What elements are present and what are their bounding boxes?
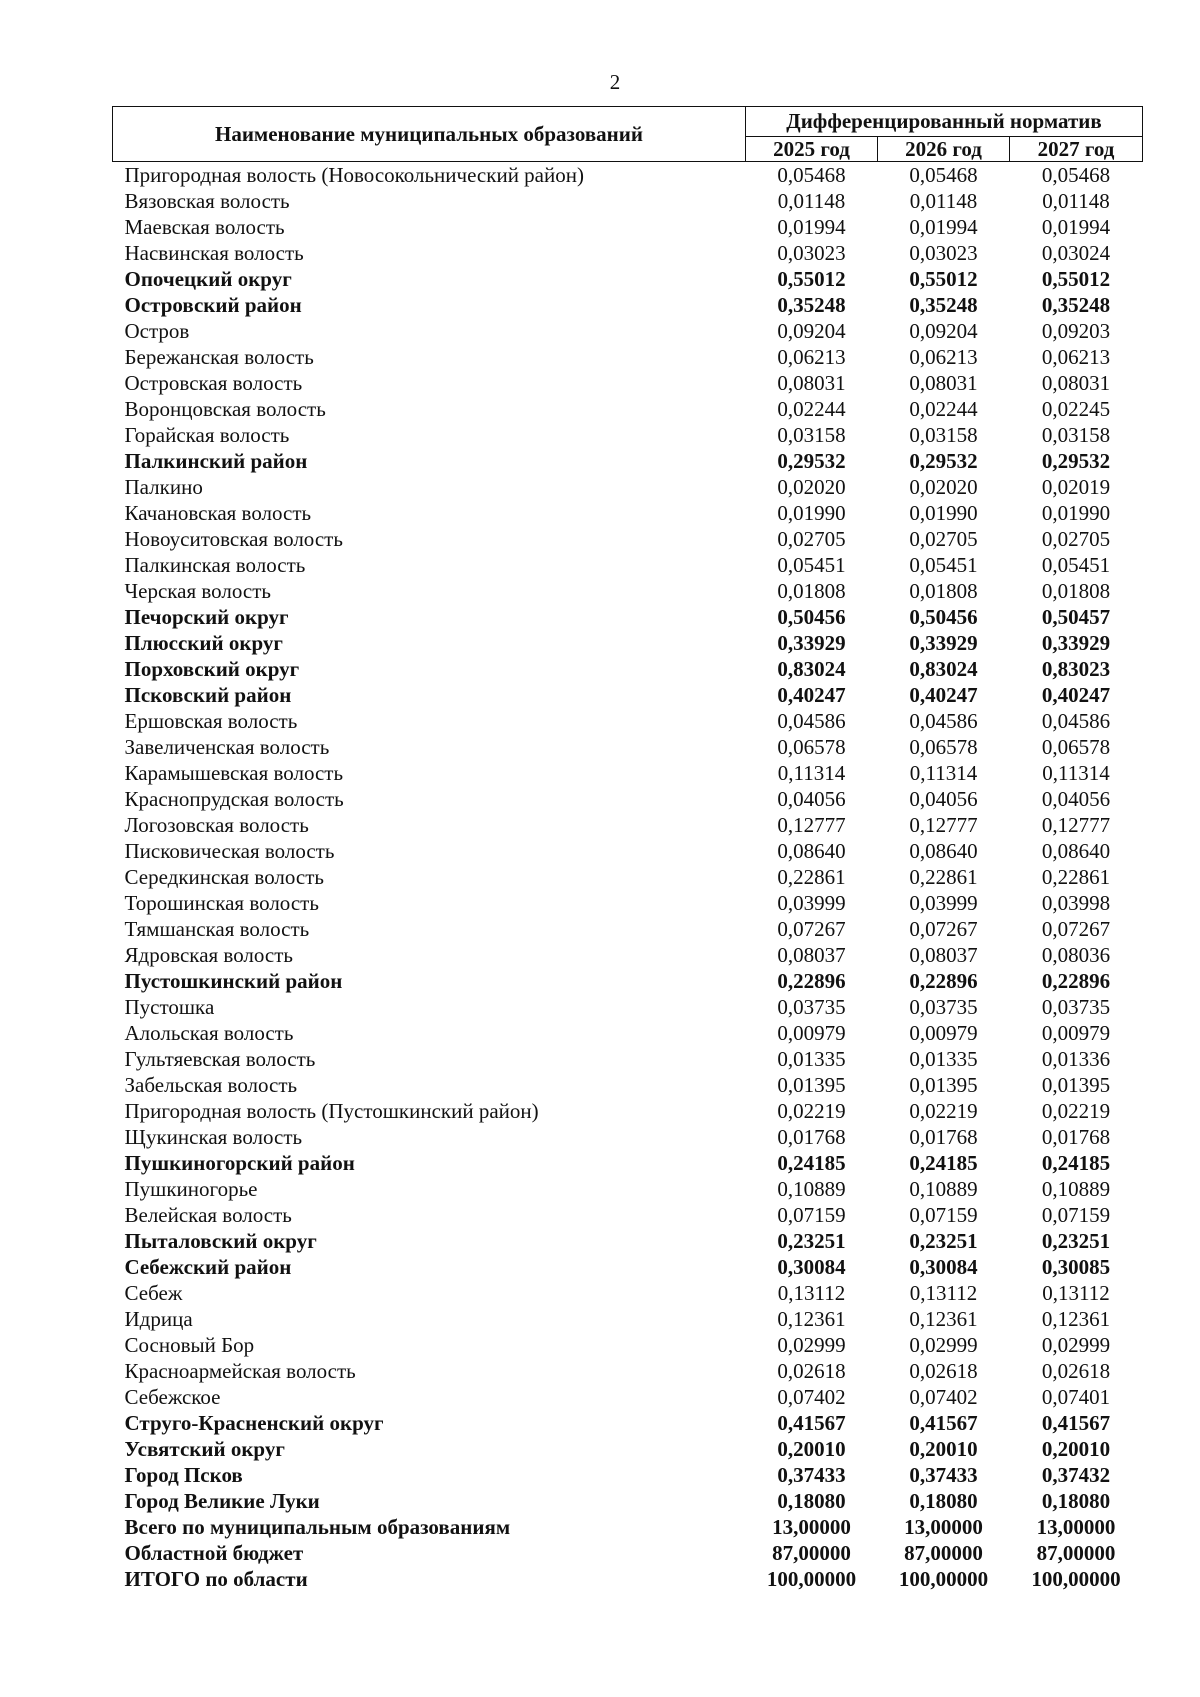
row-name: Плюсский округ	[124, 631, 283, 655]
value-2025: 0,23251	[777, 1229, 846, 1253]
value-2026: 0,02999	[909, 1333, 978, 1357]
value-2026: 0,02244	[909, 397, 978, 421]
value-2027: 0,11314	[1042, 761, 1110, 785]
value-2026: 0,13112	[909, 1281, 978, 1305]
table-row	[113, 370, 1143, 396]
header-year-2027: 2027 год	[1010, 136, 1143, 161]
row-name: Карамышевская волость	[124, 761, 344, 785]
row-name: Островская волость	[124, 371, 303, 395]
value-2026: 0,40247	[909, 683, 978, 707]
table-row	[113, 1228, 1143, 1254]
header-normative-group: Дифференцированный норматив	[746, 107, 1143, 137]
row-name: Качановская волость	[124, 501, 312, 525]
value-2027: 0,05468	[1041, 163, 1111, 187]
value-2026: 0,23251	[909, 1229, 978, 1253]
value-2025: 0,06213	[777, 345, 846, 369]
table-row	[113, 188, 1143, 214]
value-2027: 0,07159	[1041, 1203, 1111, 1227]
header-year-2026: 2026 год	[878, 136, 1010, 161]
table-row	[113, 1202, 1143, 1228]
value-2027: 0,02219	[1041, 1099, 1111, 1123]
row-name: Островский район	[124, 293, 302, 317]
table-row	[113, 292, 1143, 318]
value-2026: 0,01994	[909, 215, 978, 239]
row-name: Порховский округ	[124, 657, 300, 681]
value-2025: 0,01395	[777, 1073, 846, 1097]
value-2025: 0,03999	[777, 891, 846, 915]
value-2027: 0,04056	[1041, 787, 1111, 811]
table-row	[113, 344, 1143, 370]
table-row	[113, 1540, 1143, 1566]
table-row	[113, 604, 1143, 630]
row-name: Палкинский район	[124, 449, 308, 473]
value-2026: 13,00000	[904, 1515, 983, 1539]
table-row	[113, 162, 1143, 189]
row-name: Струго-Красненский округ	[124, 1411, 384, 1435]
value-2025: 13,00000	[772, 1515, 851, 1539]
value-2026: 0,29532	[909, 449, 978, 473]
value-2025: 0,05451	[777, 553, 846, 577]
value-2026: 0,08037	[909, 943, 978, 967]
value-2026: 0,04056	[909, 787, 978, 811]
table-body	[113, 162, 1143, 1593]
value-2025: 0,30084	[777, 1255, 846, 1279]
value-2026: 0,50456	[909, 605, 978, 629]
value-2025: 0,00979	[777, 1021, 846, 1045]
row-name: Вязовская волость	[124, 189, 290, 213]
value-2027: 0,20010	[1041, 1437, 1111, 1461]
table-row	[113, 1410, 1143, 1436]
table-row	[113, 318, 1143, 344]
row-name: Пушкиногорье	[124, 1177, 258, 1201]
row-name: Воронцовская волость	[124, 397, 326, 421]
table-header	[113, 107, 1143, 162]
table-row	[113, 1306, 1143, 1332]
value-2026: 0,22896	[909, 969, 978, 993]
row-name: Пыталовский округ	[124, 1229, 317, 1253]
value-2027: 0,24185	[1041, 1151, 1111, 1175]
value-2027: 0,02618	[1041, 1359, 1111, 1383]
value-2027: 0,55012	[1041, 267, 1111, 291]
value-2027: 0,07401	[1041, 1385, 1111, 1409]
value-2027: 0,01768	[1041, 1125, 1111, 1149]
value-2027: 0,29532	[1041, 449, 1111, 473]
value-2027: 0,03158	[1041, 423, 1111, 447]
value-2026: 0,41567	[909, 1411, 978, 1435]
table-row	[113, 1462, 1143, 1488]
value-2027: 0,13112	[1042, 1281, 1110, 1305]
row-name: Город Великие Луки	[124, 1489, 320, 1513]
value-2025: 0,08640	[777, 839, 846, 863]
value-2027: 0,22896	[1041, 969, 1111, 993]
value-2026: 0,35248	[909, 293, 978, 317]
value-2025: 0,01994	[777, 215, 846, 239]
value-2025: 0,08031	[777, 371, 846, 395]
value-2026: 0,02020	[909, 475, 978, 499]
value-2025: 100,00000	[766, 1567, 857, 1591]
value-2026: 0,01335	[909, 1047, 978, 1071]
value-2026: 0,09204	[909, 319, 978, 343]
value-2026: 0,33929	[909, 631, 978, 655]
value-2025: 0,20010	[777, 1437, 846, 1461]
value-2025: 0,01808	[777, 579, 846, 603]
row-name: Новоуситовская волость	[124, 527, 343, 551]
value-2025: 0,08037	[777, 943, 846, 967]
value-2026: 0,03999	[909, 891, 978, 915]
row-name: Велейская волость	[124, 1203, 292, 1227]
value-2026: 0,03158	[909, 423, 978, 447]
value-2026: 0,07159	[909, 1203, 978, 1227]
table-row	[113, 968, 1143, 994]
value-2026: 0,55012	[909, 267, 978, 291]
value-2026: 0,06578	[909, 735, 978, 759]
row-name: Идрица	[124, 1307, 193, 1331]
table-row	[113, 1332, 1143, 1358]
value-2027: 0,02019	[1041, 475, 1111, 499]
value-2026: 0,05468	[909, 163, 978, 187]
value-2027: 0,01994	[1041, 215, 1111, 239]
table-row	[113, 552, 1143, 578]
header-name-column: Наименование муниципальных образований	[113, 107, 746, 162]
value-2026: 0,07267	[909, 917, 978, 941]
value-2027: 0,37432	[1041, 1463, 1111, 1487]
table-row	[113, 474, 1143, 500]
row-name: Маевская волость	[124, 215, 285, 239]
value-2025: 0,02618	[777, 1359, 846, 1383]
row-name: Пригородная волость (Новосокольнический район)	[124, 163, 584, 187]
value-2026: 0,01148	[909, 189, 978, 213]
value-2025: 0,50456	[777, 605, 846, 629]
value-2025: 0,41567	[777, 1411, 846, 1435]
value-2027: 0,41567	[1041, 1411, 1111, 1435]
row-name: Палкино	[124, 475, 203, 499]
value-2027: 0,04586	[1041, 709, 1111, 733]
table-row	[113, 526, 1143, 552]
row-name: Пустошка	[124, 995, 215, 1019]
value-2026: 0,04586	[909, 709, 978, 733]
value-2027: 0,02705	[1041, 527, 1111, 551]
value-2026: 0,18080	[909, 1489, 978, 1513]
row-name: Бережанская волость	[124, 345, 314, 369]
table-row	[113, 1150, 1143, 1176]
row-name: Насвинская волость	[124, 241, 304, 265]
row-name: Гультяевская волость	[124, 1047, 316, 1071]
table-row	[113, 760, 1143, 786]
value-2026: 0,01768	[909, 1125, 978, 1149]
row-name: Щукинская волость	[124, 1125, 303, 1149]
value-2025: 0,03023	[777, 241, 846, 265]
value-2027: 87,00000	[1036, 1541, 1116, 1565]
value-2027: 0,50457	[1041, 605, 1111, 629]
value-2025: 0,01148	[777, 189, 846, 213]
value-2025: 0,04056	[777, 787, 846, 811]
row-name: Себежское	[124, 1385, 221, 1409]
value-2027: 0,83023	[1041, 657, 1111, 681]
row-name: Логозовская волость	[124, 813, 309, 837]
value-2026: 0,01990	[909, 501, 978, 525]
table-row	[113, 1280, 1143, 1306]
value-2026: 0,01395	[909, 1073, 978, 1097]
value-2026: 0,10889	[909, 1177, 978, 1201]
table-row	[113, 864, 1143, 890]
table-row	[113, 630, 1143, 656]
row-name: Себеж	[124, 1281, 183, 1305]
value-2026: 0,24185	[909, 1151, 978, 1175]
value-2025: 0,29532	[777, 449, 846, 473]
value-2025: 0,02244	[777, 397, 846, 421]
row-name: Псковский район	[124, 683, 292, 707]
table-row	[113, 708, 1143, 734]
value-2027: 0,23251	[1041, 1229, 1111, 1253]
value-2026: 0,11314	[909, 761, 978, 785]
value-2027: 0,18080	[1041, 1489, 1111, 1513]
value-2026: 0,20010	[909, 1437, 978, 1461]
row-name: Ядровская волость	[124, 943, 293, 967]
row-name: Усвятский округ	[124, 1437, 285, 1461]
value-2027: 0,01808	[1041, 579, 1111, 603]
table-row	[113, 734, 1143, 760]
value-2025: 0,13112	[777, 1281, 846, 1305]
value-2025: 0,12777	[777, 813, 846, 837]
value-2025: 0,01335	[777, 1047, 846, 1071]
value-2025: 0,11314	[777, 761, 846, 785]
value-2027: 0,07267	[1041, 917, 1111, 941]
value-2025: 0,37433	[777, 1463, 846, 1487]
normative-table	[112, 106, 1143, 1592]
row-name: Черская волость	[124, 579, 271, 603]
row-name: Красноармейская волость	[124, 1359, 356, 1383]
row-name: Сосновый Бор	[124, 1333, 255, 1357]
value-2026: 0,83024	[909, 657, 978, 681]
table-row	[113, 1020, 1143, 1046]
table-row	[113, 656, 1143, 682]
value-2027: 0,33929	[1041, 631, 1111, 655]
value-2026: 0,08031	[909, 371, 978, 395]
row-name: Всего по муниципальным образованиям	[124, 1515, 511, 1539]
table-row	[113, 786, 1143, 812]
row-name: Палкинская волость	[124, 553, 306, 577]
value-2026: 0,00979	[909, 1021, 978, 1045]
value-2027: 0,30085	[1041, 1255, 1111, 1279]
value-2025: 0,01990	[777, 501, 846, 525]
table-row	[113, 1254, 1143, 1280]
value-2026: 0,08640	[909, 839, 978, 863]
value-2025: 0,55012	[777, 267, 846, 291]
table-row	[113, 1514, 1143, 1540]
table-row	[113, 1566, 1143, 1592]
row-name: Краснопрудская волость	[124, 787, 344, 811]
value-2027: 13,00000	[1036, 1515, 1116, 1539]
row-name: ИТОГО по области	[124, 1567, 308, 1591]
value-2027: 0,01990	[1041, 501, 1111, 525]
value-2026: 0,03023	[909, 241, 978, 265]
value-2025: 87,00000	[772, 1541, 851, 1565]
value-2025: 0,10889	[777, 1177, 846, 1201]
value-2026: 0,02705	[909, 527, 978, 551]
table-row	[113, 682, 1143, 708]
normative-table-container	[112, 106, 1142, 1592]
value-2027: 0,06578	[1041, 735, 1111, 759]
table-row	[113, 942, 1143, 968]
table-row	[113, 266, 1143, 292]
table-row	[113, 500, 1143, 526]
row-name: Себежский район	[124, 1255, 292, 1279]
value-2025: 0,24185	[777, 1151, 846, 1175]
row-name: Горайская волость	[124, 423, 290, 447]
value-2027: 0,01336	[1041, 1047, 1111, 1071]
row-name: Тямшанская волость	[124, 917, 310, 941]
value-2026: 0,12361	[909, 1307, 978, 1331]
value-2025: 0,35248	[777, 293, 846, 317]
value-2025: 0,33929	[777, 631, 846, 655]
value-2025: 0,02219	[777, 1099, 846, 1123]
table-row	[113, 1358, 1143, 1384]
row-name: Пригородная волость (Пустошкинский район)	[124, 1099, 539, 1123]
value-2027: 0,10889	[1041, 1177, 1111, 1201]
value-2027: 0,22861	[1041, 865, 1111, 889]
value-2027: 0,05451	[1041, 553, 1111, 577]
page-number: 2	[609, 70, 621, 94]
row-name: Ершовская волость	[124, 709, 298, 733]
value-2026: 0,05451	[909, 553, 978, 577]
value-2026: 0,30084	[909, 1255, 978, 1279]
table-row	[113, 1488, 1143, 1514]
value-2026: 0,01808	[909, 579, 978, 603]
row-name: Город Псков	[124, 1463, 243, 1487]
table-row	[113, 994, 1143, 1020]
row-name: Пустошкинский район	[124, 969, 343, 993]
table-row	[113, 240, 1143, 266]
row-name: Писковическая волость	[124, 839, 335, 863]
value-2027: 0,06213	[1041, 345, 1111, 369]
value-2025: 0,40247	[777, 683, 846, 707]
table-row	[113, 916, 1143, 942]
row-name: Алольская волость	[124, 1021, 294, 1045]
value-2026: 100,00000	[898, 1567, 989, 1591]
value-2026: 0,02219	[909, 1099, 978, 1123]
table-row	[113, 1124, 1143, 1150]
value-2026: 87,00000	[904, 1541, 983, 1565]
value-2025: 0,06578	[777, 735, 846, 759]
value-2025: 0,07267	[777, 917, 846, 941]
value-2027: 0,08036	[1041, 943, 1111, 967]
value-2025: 0,07159	[777, 1203, 846, 1227]
value-2025: 0,02020	[777, 475, 846, 499]
table-row	[113, 1072, 1143, 1098]
value-2027: 0,00979	[1041, 1021, 1111, 1045]
value-2027: 0,35248	[1041, 293, 1111, 317]
row-name: Опочецкий округ	[124, 267, 292, 291]
value-2025: 0,83024	[777, 657, 846, 681]
value-2025: 0,04586	[777, 709, 846, 733]
value-2027: 0,08640	[1041, 839, 1111, 863]
value-2025: 0,03158	[777, 423, 846, 447]
table-row	[113, 1436, 1143, 1462]
value-2027: 0,40247	[1041, 683, 1111, 707]
value-2027: 0,12361	[1041, 1307, 1111, 1331]
value-2025: 0,02999	[777, 1333, 846, 1357]
value-2025: 0,02705	[777, 527, 846, 551]
value-2025: 0,01768	[777, 1125, 846, 1149]
value-2026: 0,02618	[909, 1359, 978, 1383]
table-row	[113, 812, 1143, 838]
row-name: Завеличенская волость	[124, 735, 330, 759]
value-2027: 0,12777	[1041, 813, 1111, 837]
table-row	[113, 1046, 1143, 1072]
value-2025: 0,07402	[777, 1385, 846, 1409]
value-2025: 0,22896	[777, 969, 846, 993]
value-2025: 0,09204	[777, 319, 846, 343]
row-name: Печорский округ	[124, 605, 289, 629]
value-2026: 0,06213	[909, 345, 978, 369]
value-2027: 0,03024	[1041, 241, 1111, 265]
value-2025: 0,22861	[777, 865, 846, 889]
table-row	[113, 396, 1143, 422]
table-row	[113, 1176, 1143, 1202]
table-row	[113, 578, 1143, 604]
table-row	[113, 422, 1143, 448]
value-2027: 100,00000	[1031, 1567, 1121, 1591]
row-name: Остров	[124, 319, 190, 343]
value-2025: 0,12361	[777, 1307, 846, 1331]
value-2026: 0,22861	[909, 865, 978, 889]
table-row	[113, 1384, 1143, 1410]
row-name: Областной бюджет	[124, 1541, 304, 1565]
row-name: Торошинская волость	[124, 891, 319, 915]
row-name: Пушкиногорский район	[124, 1151, 355, 1175]
value-2026: 0,03735	[909, 995, 978, 1019]
table-row	[113, 1098, 1143, 1124]
value-2025: 0,03735	[777, 995, 846, 1019]
value-2027: 0,03998	[1041, 891, 1111, 915]
row-name: Забельская волость	[124, 1073, 298, 1097]
table-row	[113, 448, 1143, 474]
header-year-2025: 2025 год	[746, 136, 878, 161]
value-2026: 0,12777	[909, 813, 978, 837]
row-name: Середкинская волость	[124, 865, 324, 889]
value-2026: 0,07402	[909, 1385, 978, 1409]
table-row	[113, 890, 1143, 916]
value-2027: 0,01148	[1042, 189, 1110, 213]
value-2027: 0,03735	[1041, 995, 1111, 1019]
value-2025: 0,18080	[777, 1489, 846, 1513]
value-2027: 0,01395	[1041, 1073, 1111, 1097]
value-2027: 0,08031	[1041, 371, 1111, 395]
value-2027: 0,09203	[1041, 319, 1111, 343]
value-2025: 0,05468	[777, 163, 846, 187]
value-2027: 0,02245	[1041, 397, 1111, 421]
table-row	[113, 214, 1143, 240]
value-2026: 0,37433	[909, 1463, 978, 1487]
value-2027: 0,02999	[1041, 1333, 1111, 1357]
table-row	[113, 838, 1143, 864]
